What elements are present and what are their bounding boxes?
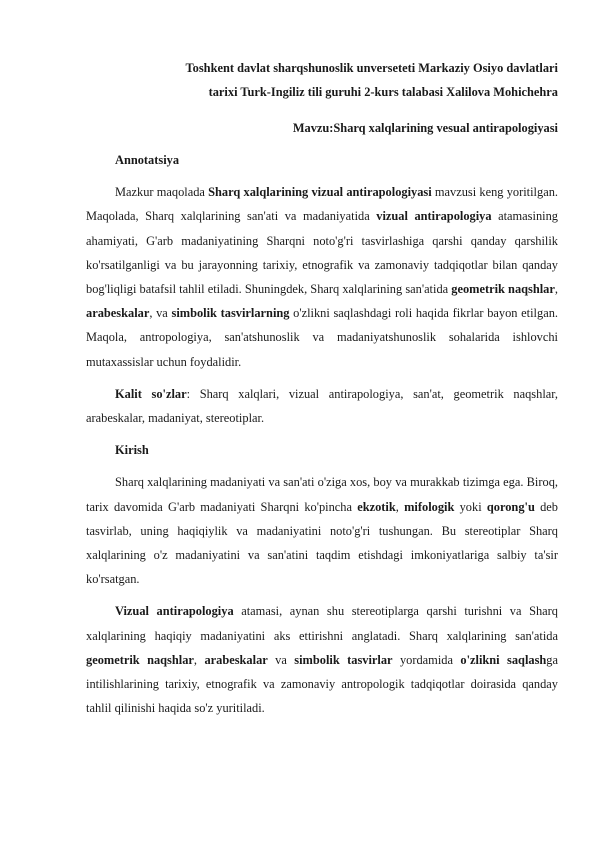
keywords-label: Kalit so'zlar: [115, 386, 187, 401]
bold-run: simbolik tasvirlarning: [171, 306, 290, 321]
intro-paragraph-1: [86, 470, 558, 591]
text-run: Mazkur maqolada: [115, 185, 209, 200]
header-line-1: Toshkent davlat sharqshunoslik unverseteti Markaziy Osiyo davlatlari: [185, 61, 558, 75]
bold-run: simbolik tasvirlar: [294, 652, 393, 667]
keywords-paragraph: [86, 382, 558, 430]
bold-run: Vizual antirapologiya: [115, 604, 234, 619]
intro-heading: Kirish: [115, 443, 149, 458]
bold-run: o'zlikni saqlash: [460, 652, 547, 667]
bold-run: geometrik naqshlar: [86, 652, 194, 667]
text-run: o'zlikni saqlashdagi roli haqida fikrlar bayon etilgan. Maqola, antropologiya, san'atshunoslik va madaniyatshunoslik sohalarida ishlovchi mutaxassislar uchun foydalidir.: [86, 306, 558, 369]
bold-run: arabeskalar: [204, 652, 268, 667]
bold-run: qorong'u: [486, 499, 535, 514]
text-run: ,: [554, 282, 558, 297]
bold-run: vizual antirapologiya: [376, 209, 492, 224]
bold-run: ekzotik: [357, 499, 396, 514]
text-run: mavzusi keng yoritilgan. Maqolada, Sharq xalqlarining san'ati va madaniyatida: [86, 185, 558, 224]
text-run: , va: [149, 306, 172, 321]
text-run: deb tasvirlab, uning haqiqiylik va madaniyatini noto'g'ri tushungan. Bu stereotiplar Sharq xalqlarining o'z madaniyatini va san'atini taqdim etishdagi imkoniyatlariga salbiy ta'sir ko'rsatgan.: [86, 499, 558, 587]
text-run: Sharq xalqlarining madaniyati va san'ati o'ziga xos, boy va murakkab tizimga ega. Biroq, tarix davomida G'arb madaniyati Sharqni ko'pincha: [86, 475, 558, 514]
text-run: ga intilishlarining tarixiy, etnografik va zamonaviy antropologik tadqiqotlar doirasida qanday tahlil qilinishi haqida so'z yuritiladi.: [86, 652, 558, 716]
bold-run: Sharq xalqlarining vizual antirapologiyasi: [208, 185, 432, 200]
text-run: va: [267, 652, 295, 667]
text-run: atamasi, aynan shu stereotiplarga qarshi turishni va Sharq xalqlarining haqiqiy madaniyatini aks ettirishni anglatadi. Sharq xalqlarining san'atida: [86, 604, 558, 643]
bold-run: geometrik naqshlar: [451, 282, 555, 297]
header-line-2: tarixi Turk-Ingiliz tili guruhi 2-kurs talabasi Xalilova Mohichehra: [208, 85, 558, 99]
intro-paragraph-2: [86, 599, 558, 720]
keywords-text: : Sharq xalqlari, vizual antirapologiya, san'at, geometrik naqshlar, arabeskalar, madaniyat, stereotiplar.: [86, 386, 558, 426]
topic-title: Mavzu:Sharq xalqlarining vesual antirapologiyasi: [292, 121, 558, 135]
annotation-heading: Annotatsiya: [115, 153, 180, 167]
text-run: yordamida: [392, 652, 461, 667]
bold-run: mifologik: [404, 499, 455, 514]
annotation-paragraph: [86, 180, 558, 374]
text-run: ,: [193, 652, 205, 667]
document-body: [86, 148, 558, 728]
text-run: yoki: [454, 499, 487, 514]
bold-run: arabeskalar: [86, 306, 150, 321]
text-run: atamasining ahamiyati, G'arb madaniyatining Sharqni noto'g'ri tasvirlashiga qarshi qanday qarshilik ko'rsatilganligi va bu jarayonning tarixiy, etnografik va zamonaviy tadqiqotlar bilan qanday bog'liqligi batafsil tahlil etiladi. Shuningdek, Sharq xalqlarining san'atida: [86, 209, 558, 297]
text-run: ,: [395, 499, 405, 514]
author-header: [86, 56, 558, 104]
